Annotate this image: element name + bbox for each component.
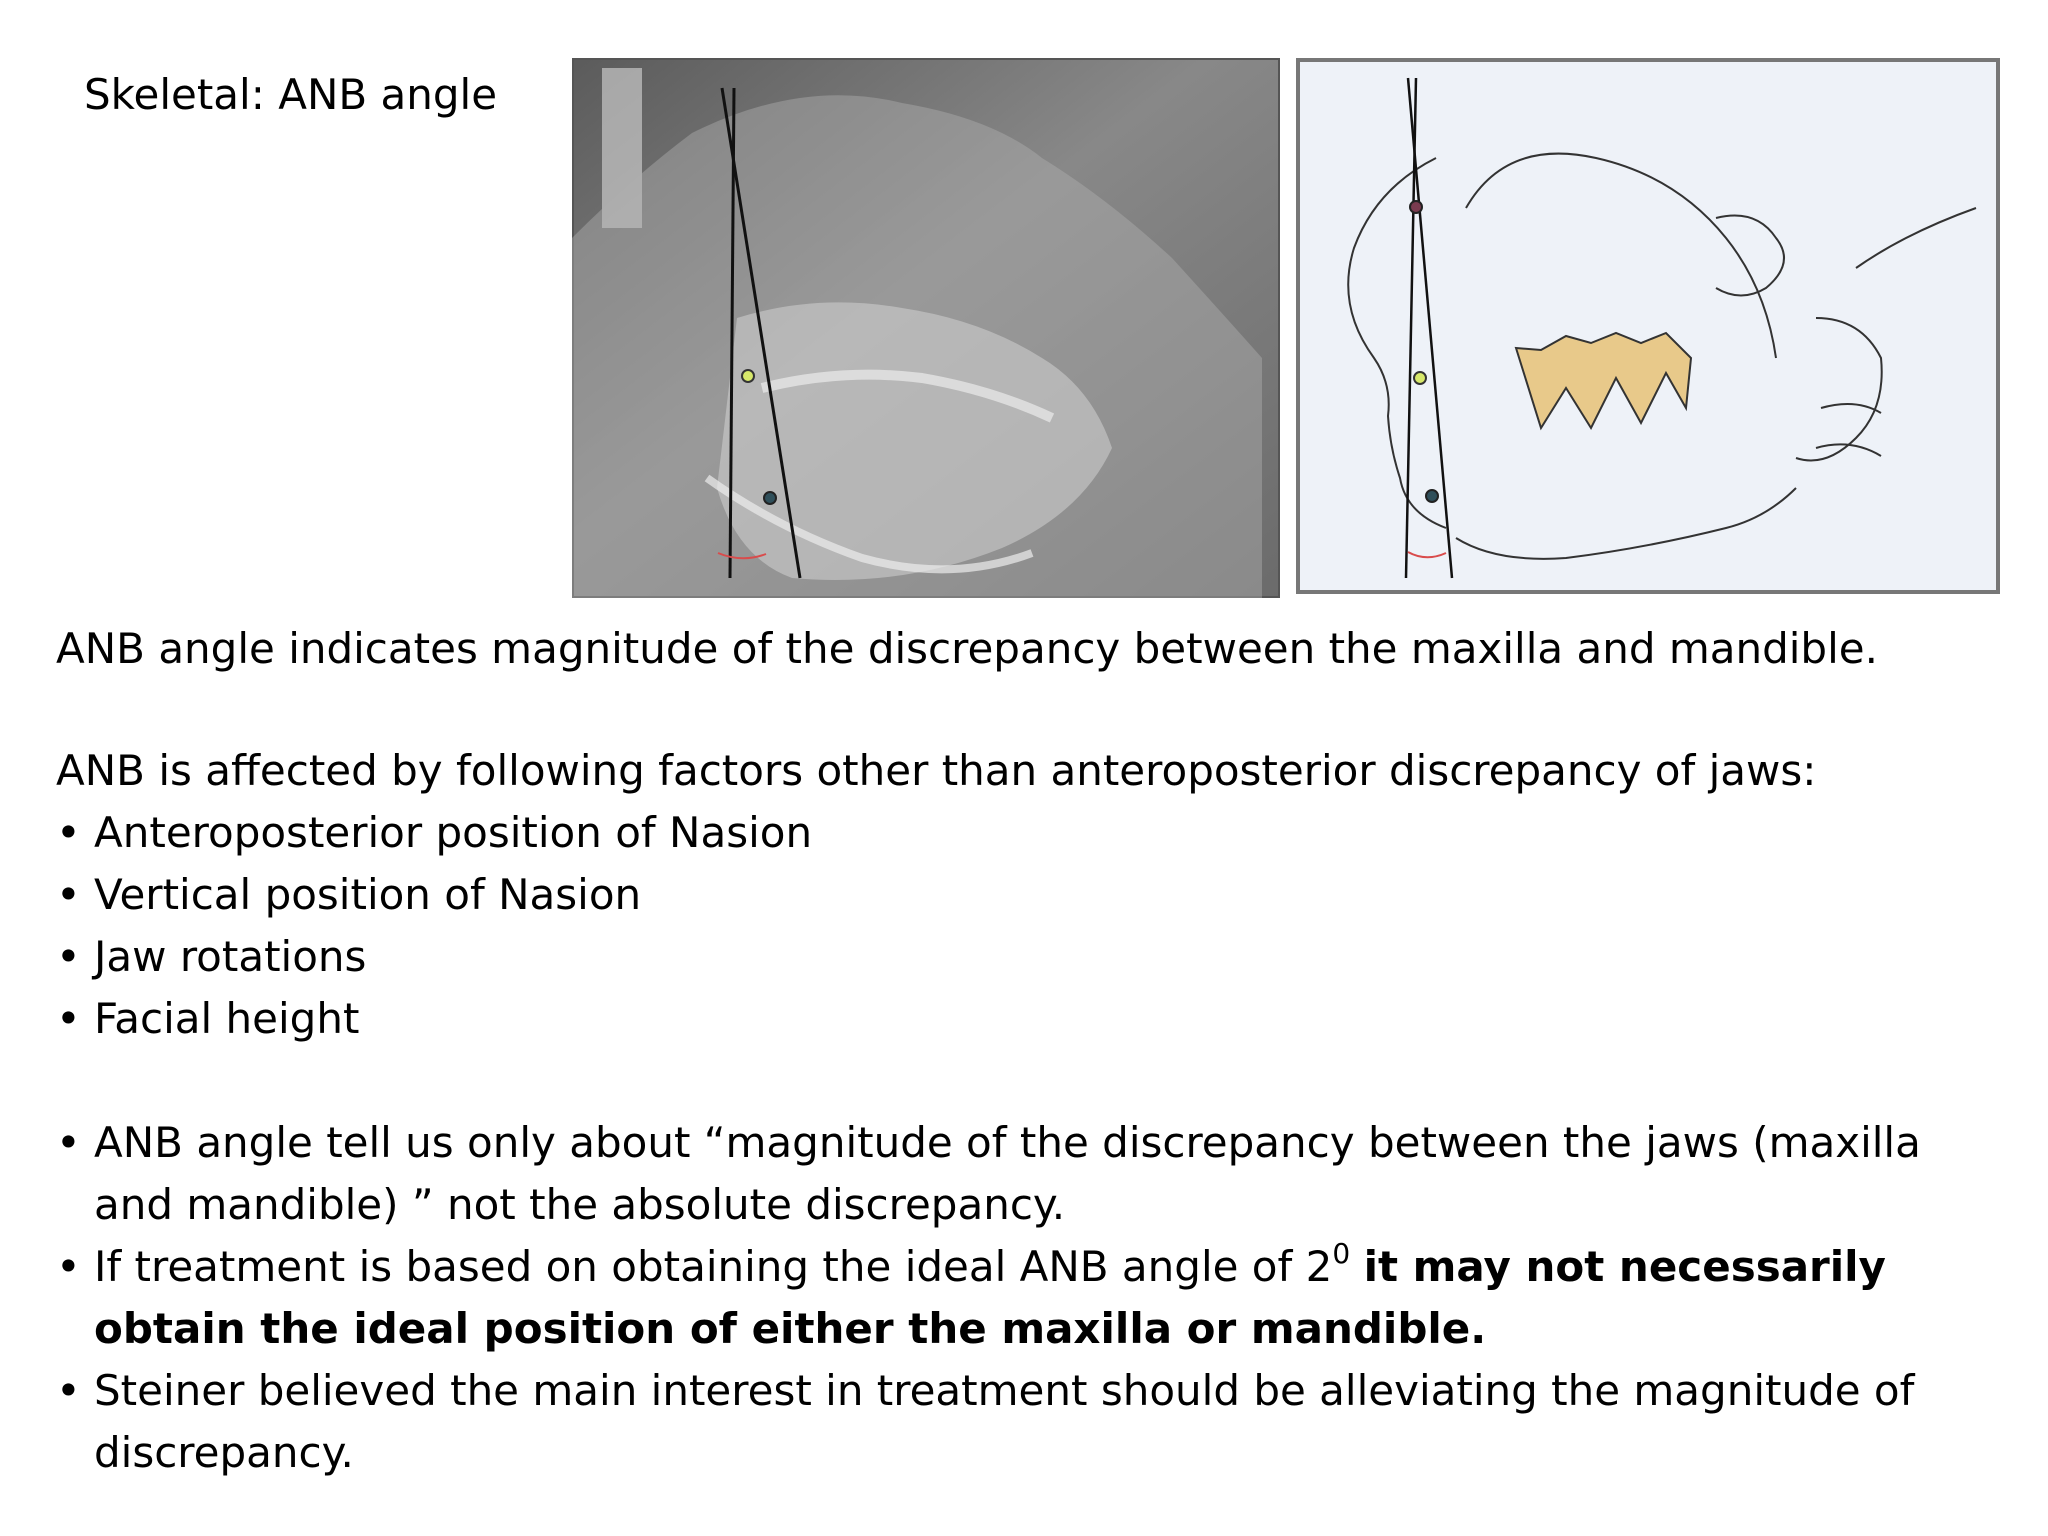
factor-item-1: • Anteroposterior position of Nasion [56, 802, 812, 864]
factors-heading: ANB is affected by following factors other than anteroposterior discrepancy of jaws: [56, 746, 1817, 795]
note-item-3: • Steiner believed the main interest in treatment should be alleviating the magnitude of discrepancy. [56, 1360, 2006, 1484]
note-item-2-prefix: If treatment is based on obtaining the ideal ANB angle of 2 [94, 1242, 1333, 1291]
factor-item-4: • Facial height [56, 988, 812, 1050]
cephalometric-tracing-image [1296, 58, 2000, 594]
factors-list [56, 802, 812, 1050]
factor-item-3: • Jaw rotations [56, 926, 812, 988]
notes-list [56, 1112, 2006, 1484]
note-item-2 [56, 1236, 2006, 1360]
factor-item-2: • Vertical position of Nasion [56, 864, 812, 926]
intro-text: ANB angle indicates magnitude of the discrepancy between the maxilla and mandible. [56, 624, 1878, 673]
cephalometric-xray-image [572, 58, 1280, 598]
slide-title: Skeletal: ANB angle [84, 70, 498, 119]
note-item-2-bold: it may not necessarily obtain the ideal position of either the maxilla or mandible. [94, 1242, 1886, 1353]
note-item-1: • ANB angle tell us only about “magnitude of the discrepancy between the jaws (maxilla and mandible) ” not the absolute discrepancy. [56, 1112, 2006, 1236]
degree-superscript: 0 [1332, 1237, 1351, 1270]
